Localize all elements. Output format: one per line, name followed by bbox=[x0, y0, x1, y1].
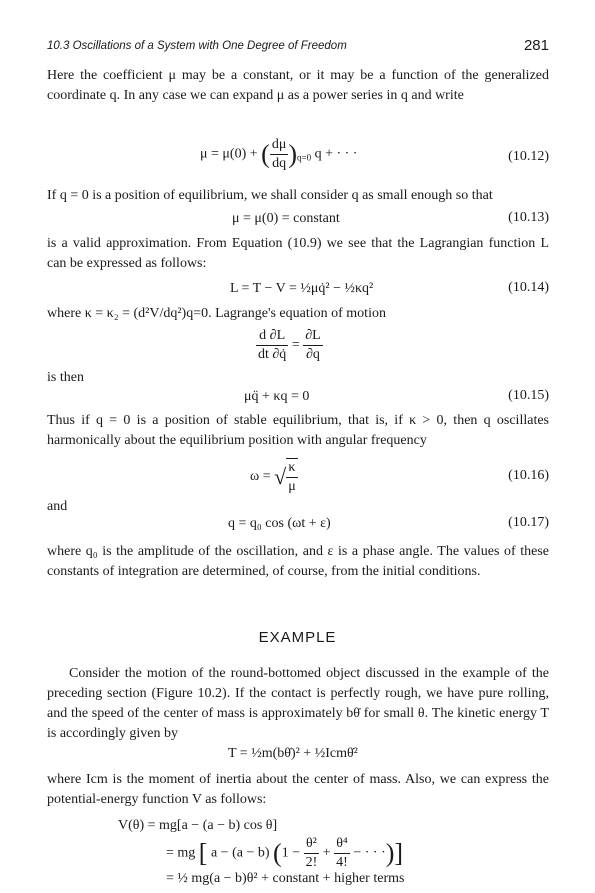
eq-10-16-fraction bbox=[286, 458, 298, 496]
lagrange-left-fraction bbox=[256, 327, 288, 364]
equation-number-10-16: (10.16) bbox=[508, 468, 549, 483]
equation-10-12 bbox=[200, 136, 357, 173]
equation-potential-1: V(θ) = mg[a − (a − b) cos θ] bbox=[118, 818, 278, 833]
lagrange-num-1: d ∂L bbox=[256, 327, 288, 346]
theta4-den: 4! bbox=[336, 855, 348, 870]
inner-right-paren: ) bbox=[385, 838, 395, 868]
lagrange-equation bbox=[256, 327, 323, 364]
inner-left-paren: ( bbox=[273, 838, 282, 868]
paragraph-3: is a valid approximation. From Equation (10.9) we see that the Lagrangian function L can be expressed as follows: bbox=[47, 236, 549, 271]
equation-10-14: L = T − V = ½μq̇² − ½κq² bbox=[230, 281, 374, 296]
lagrange-den-1: dt ∂q̇ bbox=[258, 347, 287, 362]
equation-potential-2 bbox=[166, 835, 403, 872]
theta4-num: θ⁴ bbox=[334, 835, 350, 854]
equation-kinetic-energy: T = ½m(bθ̇)² + ½Icmθ̇² bbox=[228, 746, 358, 761]
equation-10-16 bbox=[250, 458, 298, 496]
eq-v2-body: a − (a − b) bbox=[210, 845, 270, 861]
paragraph-6: Thus if q = 0 is a position of stable equilibrium, that is, if κ > 0, then q oscillates harmonically about the equilibrium position with angular frequency bbox=[47, 413, 549, 448]
left-paren: ( bbox=[261, 139, 270, 169]
paragraph-4: where κ = κ₂ = (d²V/dq²)q=0. Lagrange's equation of motion bbox=[47, 306, 386, 321]
eq-v2-tail: − · · · bbox=[353, 845, 386, 861]
eq-10-16-num: κ bbox=[286, 459, 298, 478]
eq-v2-plus: + bbox=[322, 845, 331, 861]
equation-10-17: q = q₀ cos (ωt + ε) bbox=[228, 516, 331, 531]
theta2-den: 2! bbox=[305, 855, 318, 870]
paragraph-2: If q = 0 is a position of equilibrium, we shall consider q as small enough so that bbox=[47, 188, 493, 203]
example-heading: EXAMPLE bbox=[258, 629, 337, 646]
eq-10-16-lhs: ω = bbox=[250, 469, 271, 485]
eq-10-12-fraction bbox=[270, 136, 289, 173]
equation-number-10-13: (10.13) bbox=[508, 210, 549, 225]
equation-number-10-12: (10.12) bbox=[508, 149, 549, 164]
right-paren: ) bbox=[288, 139, 297, 169]
eq-10-12-rhs: q + · · · bbox=[314, 146, 358, 162]
lagrange-right-fraction bbox=[303, 327, 322, 364]
paragraph-5: is then bbox=[47, 370, 84, 385]
lagrange-equals: = bbox=[291, 337, 300, 353]
paragraph-9: Consider the motion of the round-bottomed object discussed in the example of the preceding section (Figure 10.2). If the contact is perfectly rough, we have pure rolling, and the speed of the center of mass is approximately bθ̇ for small θ. The kinetic energy T is accordingly given by bbox=[47, 666, 549, 741]
page-number: 281 bbox=[523, 37, 549, 54]
lagrange-num-2: ∂L bbox=[303, 327, 322, 346]
equation-10-13: μ = μ(0) = constant bbox=[232, 211, 340, 226]
theta2-fraction bbox=[304, 835, 320, 872]
equation-potential-3: = ½ mg(a − b)θ² + constant + higher terms bbox=[166, 871, 405, 886]
running-header: 10.3 Oscillations of a System with One Degree of Freedom bbox=[47, 40, 347, 52]
sqrt-symbol: √ bbox=[274, 464, 287, 489]
right-bracket: ] bbox=[394, 838, 404, 868]
eq-v2-inner: 1 − bbox=[281, 845, 301, 861]
eq-v2-lead: = mg bbox=[166, 845, 196, 861]
eq-10-12-subscript: q=0 bbox=[297, 152, 312, 163]
equation-10-15: μq̈ + κq = 0 bbox=[244, 389, 310, 404]
left-bracket: [ bbox=[198, 838, 208, 868]
paragraph-1: Here the coefficient μ may be a constant, or it may be a function of the generalized coordinate q. In any case we can expand μ as a power series in q and write bbox=[47, 68, 549, 103]
theta4-fraction bbox=[334, 835, 350, 872]
equation-number-10-14: (10.14) bbox=[508, 280, 549, 295]
theta2-num: θ² bbox=[304, 835, 320, 854]
paragraph-10: where Icm is the moment of inertia about the center of mass. Also, we can express the potential-energy function V as follows: bbox=[47, 772, 549, 807]
equation-number-10-17: (10.17) bbox=[508, 515, 549, 530]
eq-10-12-lhs: μ = μ(0) + bbox=[200, 146, 258, 162]
paragraph-7: and bbox=[47, 499, 68, 514]
lagrange-den-2: ∂q bbox=[306, 347, 320, 362]
paragraph-8: where q₀ is the amplitude of the oscillation, and ε is a phase angle. The values of these constants of integration are determined, of course, from the initial conditions. bbox=[47, 544, 549, 579]
frac-denominator: dq bbox=[272, 156, 287, 171]
equation-number-10-15: (10.15) bbox=[508, 388, 549, 403]
eq-10-16-den: μ bbox=[288, 479, 296, 494]
frac-numerator: dμ bbox=[270, 136, 289, 155]
